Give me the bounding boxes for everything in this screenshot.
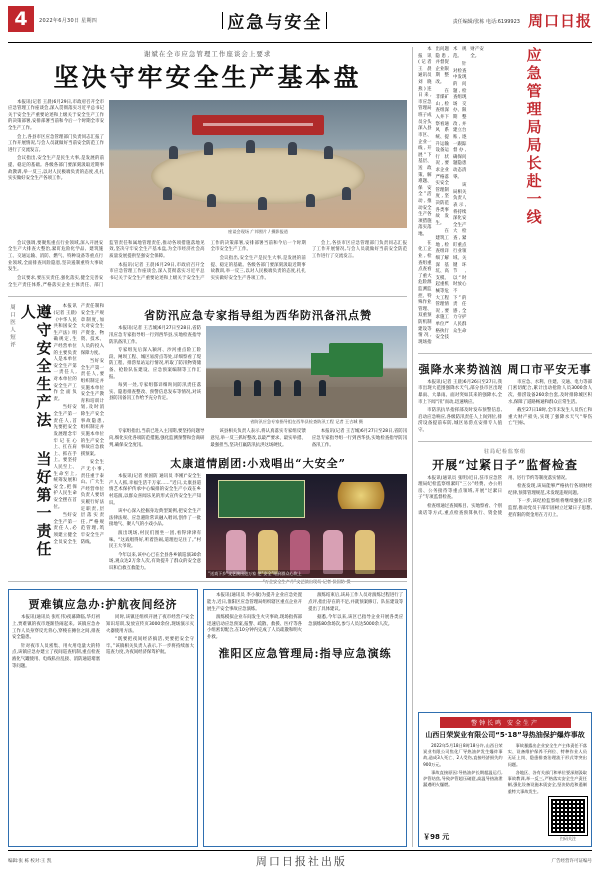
right-para: 针对检查中发现的问题,检查组现场交办、限期整改,并建立台账,逐一跟踪督办,确保问题隐患动态清零。 <box>452 62 467 180</box>
lead-para: 会议要求,要压实责任,强化落实,健全完善安全生产责任体系,严格落实企业主体责任、部门监管责任和属地管理责任,推动各项措施落地见效,坚决守牢安全生产基本盘,为全市经济社会高质量发展提供坚强安全保障。 <box>8 240 205 288</box>
left-column <box>8 47 407 847</box>
right-lead-body <box>418 47 484 347</box>
accident-notice-box <box>418 712 592 847</box>
qr-code-icon[interactable] <box>549 797 587 835</box>
drill-story <box>203 589 407 847</box>
right-vertical-headline: 应急管理局局长赴一线 <box>524 47 543 227</box>
notice-badge: 警钟长鸣 安全生产 <box>440 717 571 728</box>
story3-para: 检查组通过查阅账目、实地察看、个别谈话等方式,重点检查预算执行、资金使用、厉行节约等制度落实情况。 <box>418 475 570 516</box>
page-footer <box>8 850 592 869</box>
opera-para: 今年以来,该中心已在全县各乡镇巡演30余场,观众达2万余人次,有效提升了群众的安全意识和自救互救能力。 <box>109 552 201 572</box>
right-divider-2 <box>418 441 592 442</box>
flood-para: 每到一处,专家组都详细询问防汛责任落实、隐患排查整改、预警信息发布等情况,对该县防汛备汛工作给予充分肯定。 <box>109 383 201 402</box>
photo-truck <box>329 343 383 377</box>
lead-headline: 坚决守牢安全生产基本盘 <box>53 63 362 92</box>
commentary-para: 当好安全生产第一责任人,必须建立健全全员安全生产责任制和安全生产规章制度,加大对安全生产资金、物资、技术、人员的投入保障力度。 <box>53 304 104 545</box>
footer-left: 编辑:张 栋 校对:王 凯 <box>8 859 52 864</box>
night-para: 同时,该镇还组织开展了夜市经营户安全知识培训,发放宣传页3000余份,现场演示灭火器使用方法。 <box>106 615 194 634</box>
story3-para: 本报讯(通讯员 张明)近日,驻市应急管理局纪检监察组紧盯“三公”经费、办公用房、公务接待等重点领域,开展“过紧日子”专项监督检查。 <box>418 475 503 501</box>
photo-lamp <box>331 482 391 509</box>
masthead <box>8 6 592 43</box>
drill-para: 演练模拟企业车间发生火灾事故,现场指挥部迅速启动应急预案,报警、疏散、救援、医疗等各小组密切配合,在10分钟内完成了人员疏散和明火扑救。 <box>207 615 303 640</box>
photo-screen <box>218 480 304 517</box>
opera-para: 本报讯(记者 侯国防 通讯员 李刚)“安全生产人人抓,幸福生活千万家……”近日,太康县道情艺术保护传承中心编排的安全生产小戏在乡村巡演,以群众喜闻乐见的形式宣传安全生产知识。 <box>109 474 201 506</box>
flood-para: 本报讯(记者 王吉城)6月27日至28日,省防汛应急专家指导组一行到西华县,实地检查指导防汛备汛工作。 <box>311 429 408 448</box>
lead-photo-caption: 座谈会现场 广邦照片 / 摄影报道 <box>228 228 288 234</box>
photo-banner <box>192 115 323 135</box>
right-story-3 <box>418 448 592 520</box>
story3-body <box>418 476 592 520</box>
right-divider-1 <box>418 353 592 354</box>
story3-para: 下一步,该纪检监察组将继续强化日常监督,推动党员干部牢固树立过紧日子思想,把有限的资金用在刀刃上。 <box>508 499 592 518</box>
drill-headline: 淮阳区应急管理局:指导应急演练 <box>218 646 392 660</box>
commentary-para: 当好安全生产第一责任人,首先要把安全发展理念牢牢记在心上、扛在肩上、抓在手上。要坚持人民至上、生命至上,统筹发展和安全,把保护人民生命安全摆在首位。 <box>53 405 77 510</box>
paper-logo: 周口日报 <box>527 12 592 30</box>
section-title <box>97 8 453 33</box>
night-para: 针对夜市人员密集、用火用电量大的特点,该镇应急办建立了夜间巡查机制,重点检查液化气罐使用、电线私拉乱接、消防通道堵塞等问题。 <box>12 643 100 669</box>
notice-para: 2022年5月18日8时18分许,山西日荣炭业有限公司焦化厂导热油炉发生爆炸事故,造成3人死亡、2人受伤,直接经济损失约900万元。 <box>423 742 503 767</box>
notice-body <box>423 743 587 795</box>
notice-para: 各地区、各有关部门和单位要深刻汲取事故教训,举一反三,严格落实安全生产责任制,强化设备设施本质安全,坚决防范和遏制重特大事故发生。 <box>507 769 587 794</box>
section-divider-2 <box>8 581 407 582</box>
opera-headline: 太康道情剧团:小戏唱出“大安全” <box>170 457 346 471</box>
page-number: 4 <box>8 6 34 32</box>
flood-para: 专家组指出,当前已进入主汛期,要坚持问题导向,细化实化各项防范措施,强化监测预警和会商研判,确保安全度汛。 <box>109 429 205 448</box>
story2-para: 本报讯(记者 王晨)6月26日至27日,我市出现大范围强降水天气,部分县市区出现暴雨、大暴雨。面对突如其来的强降水,全市上下闻“汛”而动,迅速响应。 <box>418 379 503 405</box>
bottom-section <box>8 589 407 847</box>
right-para: 在建筑工地,检查组详细了解深基坑、高支模、起重机械等危大工程管理情况,要求施工单位严格执行安全技术规范。 <box>435 47 467 341</box>
footer-center: 周口日报社出版 <box>255 855 347 868</box>
lead-text-left <box>8 100 104 237</box>
flood-headline: 省防汛应急专家指导组为西华防汛备汛点赞 <box>144 309 373 323</box>
editor-contact: 责任编辑/张栋 电话:6199923 <box>452 19 520 25</box>
commentary-para: 当好安全生产第一责任人,要组织制定并实施本单位安全生产教育和培训计划,及时消除生产安全事故隐患,组织制定并实施本单位的生产安全事故应急救援预案。 <box>80 359 104 457</box>
lead-para: 会议指出,安全生产是民生大事,是发展的前提、稳定的基础。各级各部门要深刻汲取近期事故教训,举一反三,以对人民极端负责的态度,扎扎实实做好安全生产各项工作。 <box>8 156 104 182</box>
story2-para: 市防汛抗旱指挥部及时发布预警信息,启动应急响应,各级防汛责任人上岗到位,排涝设备提前布防,城区易涝点安排专人值守。 <box>418 408 503 434</box>
drill-para: 据悉,今年以来,该区已指导企业开展各类应急演练80余场次,参与人员达5000余人次。 <box>308 615 404 627</box>
section-divider <box>8 296 407 297</box>
lead-block <box>8 100 407 237</box>
section-title-text: 应急与安全 <box>227 13 323 33</box>
lead-kicker: 谢斌在全市应急管理工作座谈会上要求 <box>143 50 272 58</box>
flood-text-left <box>109 326 201 427</box>
drill-para: 演练结束后,该局工作人员对演练过程进行了点评,指出存在的不足,并就预案修订、队伍建设等提出了具体建议。 <box>308 593 404 612</box>
lead-para: 会上,各县市区应急管理部门负责同志汇报了工作开展情况,与会人员就做好当前安全防范工作进行了交流发言。 <box>8 134 104 153</box>
flood-story <box>109 304 408 577</box>
right-para: 该局相关负责人表示,将持续深化安全生产大检查,紧盯重点行业领域、关键环节,以“时时放心不下”的责任感,全力守护人民群众生命财产安全。 <box>452 47 484 334</box>
commentary-block <box>8 304 104 574</box>
flood-para: 本报讯(记者 王吉城)6月27日至28日,省防汛应急专家指导组一行到西华县,实地检查指导防汛备汛工作。 <box>109 326 201 345</box>
story3-title: 开展“过紧日子”监督检查 <box>432 457 578 472</box>
story2-title: 强降水来势汹汹 周口市平安无事 <box>418 363 592 376</box>
lead-photo-wrap <box>109 100 407 237</box>
notice-para: 事故直接原因:导热油炉长期超温运行,炉管结焦,导致炉管超压破裂,高温导热油泄漏遇明火爆燃。 <box>423 769 503 788</box>
commentary-kicker: 周口医人短评 <box>9 304 15 350</box>
night-para: “既要把夜间经济搞活,更要把安全守牢。”该镇相关负责人表示,下一步将持续加大巡查力度,为夜间经济保驾护航。 <box>106 637 194 656</box>
night-headline: 贾难镇应急办:护航夜间经济 <box>28 598 178 612</box>
story2-para: 市应急、水利、住建、交通、电力等部门密切配合,累计出动抢险人员3000余人次、排涝设备260余台套,及时排除城区积水,保障了道路畅通和群众正常生活。 <box>508 379 592 405</box>
footer-right: 广告经营许可证编号 <box>551 859 592 864</box>
conference-photo <box>109 100 407 228</box>
flood-photo-caption: 省防汛应急专家指导组在西华县检查防汛工程 记者 王吉城 摄 <box>250 419 363 425</box>
divider-left <box>222 12 223 29</box>
drill-body <box>207 593 403 641</box>
photo-table <box>151 148 366 204</box>
story2-para: 截至27日18时,全市未发生人员伤亡和重大财产损失,实现了强降水天气“零伤亡”目标。 <box>508 408 592 427</box>
lead-para: 本报讯(记者 王晨)6月29日,市政府召开全市应急管理工作座谈会,深入贯彻落实习近平总书记关于安全生产重要论述和上级关于安全生产工作的决策部署,安排部署当前和今后一个时期全市安全生产工作。 <box>8 99 104 131</box>
lead-para: 会上,各县市区应急管理部门负责同志汇报了工作开展情况,与会人员就做好当前安全防范工作进行了交流发言。 <box>311 240 408 259</box>
right-story-2 <box>418 360 592 435</box>
commentary-para: 安全生产无小事,责任重于泰山。广大生产经营单位负责人要切实履行好法定职责,层层落实责任,严格规范管理,筑牢安全生产防线。 <box>80 460 104 545</box>
notice-price: ￥98 元 <box>423 833 450 841</box>
opera-para: 演出现场,村民们围坐一团,看得津津有味。“这戏唱得好,听着热闹,道理也记住了。”村民王大爷说。 <box>109 531 201 550</box>
lead-body-columns <box>8 241 407 290</box>
opera-photo-overlay: “送戏下乡”文艺演出进万家 把“安全”唱到群众心坎上 <box>206 570 407 578</box>
lead-para: 本报讯(记者 王晨)6月29日,市政府召开全市应急管理工作座谈会,深入贯彻落实习近平总书记关于安全生产重要论述和上级关于安全生产工作的决策部署,安排部署当前和今后一个时期全市安全生产工作。 <box>109 240 306 281</box>
flood-photo <box>206 326 407 418</box>
commentary-body <box>54 304 105 574</box>
story2-body <box>418 380 592 435</box>
right-para: 本报讯(记者 王晨 通讯员 刘晓燕)连日来,市应急管理局班子成员分头深入县市区、企业一线,开展“下基层、送政策、解难题、保安全”活动,推动安全生产各项措施落实落地。 <box>418 47 432 238</box>
opera-para: 该中心深入挖掘身边典型案例,把安全生产法律法规、应急避险常识融入唱词,创作了一批接地气、聚人气的小戏小品。 <box>109 509 201 528</box>
notice-para: 事故暴露出企业安全生产主体责任不落实、设备维护保养不到位、特种作业人员无证上岗、隐患排查治理流于形式等突出问题。 <box>507 742 587 767</box>
page-body <box>8 47 592 847</box>
issue-info: 2022年6月30日 星期四 <box>39 18 98 24</box>
lead-para: 会议指出,安全生产是民生大事,是发展的前提、稳定的基础。各级各部门要深刻汲取近期事故教训,举一反三,以对人民极端负责的态度,扎扎实实做好安全生产各项工作。 <box>210 255 306 281</box>
flood-body-columns <box>109 429 407 451</box>
lead-para: 会议强调,要聚焦重点行业领域,深入开展安全生产大排查大整治,紧盯危险化学品、建筑施工、交通运输、消防、燃气、特种设备等重点行业领域,全面排查风险隐患,坚决遏制重特大事故发生。 <box>8 240 104 273</box>
right-lead <box>418 47 592 347</box>
mid-section <box>8 304 408 577</box>
commentary-headline: 遵守安全生产法 当好第一责任人 <box>18 304 53 560</box>
opera-text-left <box>109 474 201 587</box>
night-body <box>12 615 194 670</box>
flood-para: 该县相关负责人表示,将认真落实专家组反馈意见,举一反三抓好整改,以最严要求、最实举措、最强担当,坚决打赢防汛抗洪这场硬仗。 <box>210 429 306 448</box>
flood-para: 专家组先后深入颍河、沙河重点险工险段、闸坝工程、城区易涝点等处,详细察看了堤防工程、排涝泵站运行情况,听取了防汛物资储备、抢险队伍建设、应急预案编制等工作汇报。 <box>109 348 201 380</box>
notice-title: 山西日荣炭业有限公司“5·18”导热油保护爆炸事故 <box>425 730 585 739</box>
opera-photo <box>206 474 407 578</box>
right-column <box>412 47 592 847</box>
story3-kicker: 驻局纪检监察组 <box>484 448 527 455</box>
right-para: 在化工企业,检查组重点查看了重大危险源监测监控、特殊作业管理、双重预防机制建设等情况,现场指出问题隐患,并督促企业限期整改。 <box>418 47 449 345</box>
night-economy-story <box>8 589 198 847</box>
right-para: 在非煤矿山,检查组深入井下察看通风系统、提升运输设备运行状况,要求企业严格落实安全管理制度,坚决防范各类事故发生。 <box>435 88 449 226</box>
story3-para: 检查发现,该局能够严格执行各项财经纪律,预算管理规范,未发现违规问题。 <box>508 484 592 496</box>
drill-para: 本报讯(通讯员 李小敏)为提升企业应急处置能力,近日,淮阳区应急管理局组织辖区重点企业开展生产安全事故应急演练。 <box>207 593 303 612</box>
night-para: 本报讯(通讯员 张红伟)夜幕降临,华灯初上,贾难镇的夜市逐渐热闹起来。该镇应急办工作人员身穿反光背心,穿梭在摊位之间,排查安全隐患。 <box>12 615 100 641</box>
commentary-para: 本报讯(记者 王晨)《中华人民共和国安全生产法》明确规定,生产经营单位的主要负责人是本单位安全生产第一责任人,对本单位的安全生产工作全面负责。 <box>53 304 77 402</box>
qr-label: 扫码关注 <box>560 836 576 841</box>
divider-right <box>326 12 327 29</box>
